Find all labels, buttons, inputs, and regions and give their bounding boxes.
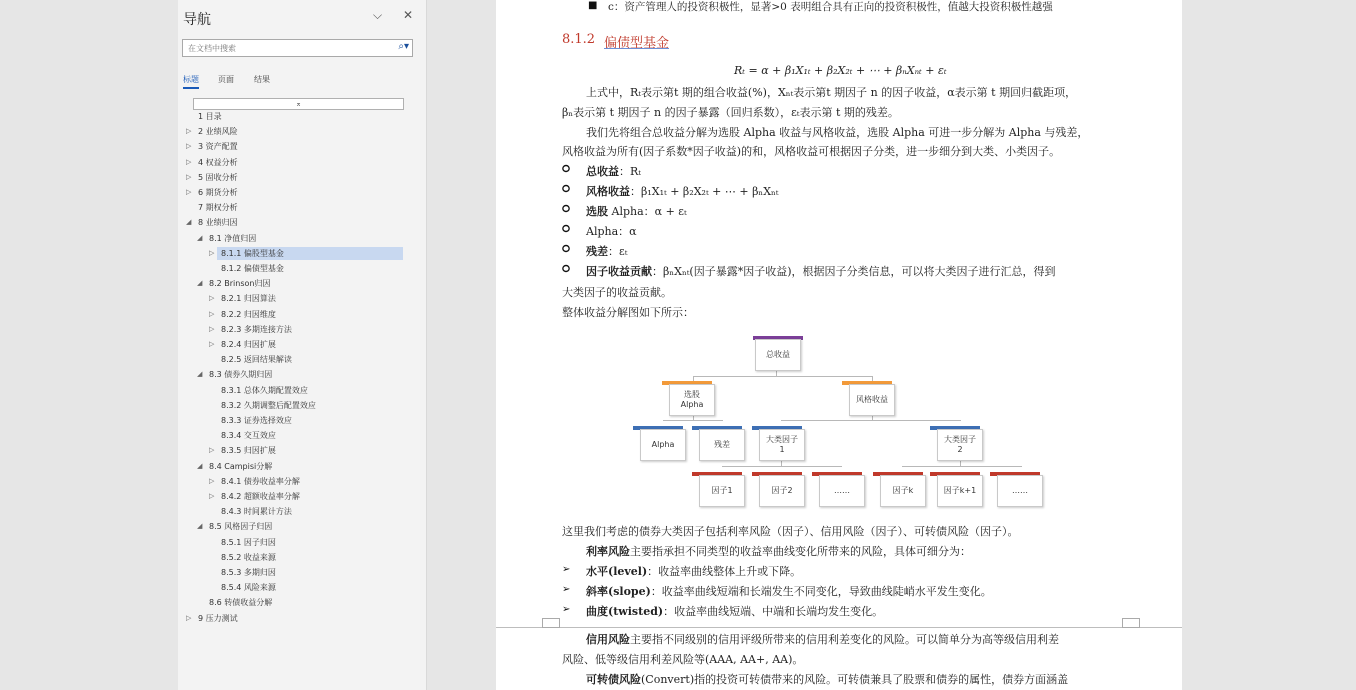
nav-item-label: 8.1 净值归因 — [209, 233, 257, 243]
para-6b: 风险、低等级信用利差风险等(AAA, AA+, AA)。 — [562, 653, 804, 666]
nav-item-label: 8.5.3 多期归因 — [221, 568, 276, 577]
expand-arrow-icon[interactable]: ▷ — [209, 324, 215, 333]
expand-arrow-icon[interactable]: ▷ — [186, 613, 192, 622]
nav-item[interactable] — [186, 171, 238, 184]
node-alpha-group: 选股 Alpha — [669, 384, 715, 416]
nav-item-label: 8.3.2 久期调整后配置效应 — [221, 400, 316, 410]
nav-item[interactable] — [186, 186, 238, 199]
nav-item[interactable] — [221, 399, 316, 412]
nav-item[interactable] — [209, 247, 403, 260]
nav-item[interactable] — [209, 338, 276, 351]
expand-arrow-icon[interactable]: ▷ — [209, 476, 215, 485]
nav-item[interactable] — [209, 444, 276, 457]
arrow-item-text: ：收益率曲线整体上升或下降。 — [647, 565, 802, 578]
node-alpha: Alpha — [640, 429, 686, 461]
page-break — [496, 627, 1182, 628]
bullet-item — [586, 163, 641, 179]
nav-item-label: 8.2.4 归因扩展 — [221, 340, 276, 349]
tab-results[interactable]: 结果 — [254, 75, 270, 84]
nav-item-label: 8.2.1 归因算法 — [221, 294, 276, 304]
arrow-item-label: 曲度(twisted) — [586, 605, 664, 618]
nav-item-label: 8.6 转债收益分解 — [209, 598, 273, 608]
nav-item[interactable] — [209, 292, 276, 305]
para-1b: βₙ表示第 t 期因子 n 的因子暴露（回归系数），εₜ表示第 t 期的残差。 — [562, 106, 899, 119]
document-page: ■ c：资产管理人的投资积极性，显著>0 表明组合具有正向的投资积极性，值越大投资积极性越强 8.1.2 偏债型基金 Rₜ = α + β₁X₁ₜ + β₂X₂ₜ + ⋯ + βₙXₙₜ + εₜ 上式中，Rₜ表示第t 期的组合收益(%)，Xₙₜ表示第t 期因子 n 的因子收益，α表示第 t 期回归截距项， βₙ表示第 t 期因子 n 的因子暴露（回归系数），εₜ表示第 t 期的残差。 我们先将组合总收益分解为选股 Alpha 收益与风格收益，选股 Alpha 可进一步分解为 Alpha 与残差， 风格收益为所有(因子系数*因子收益)的和，风格收益可根据因子分类，进一步细分到大类、小类因子。 ⭘ 总收益：Rₜ ⭘ 风格收益：β₁X₁ₜ + β₂X₂ₜ + ⋯ + βₙXₙₜ ⭘ 选股 Alpha：α + εₜ ⭘ Alpha：α ⭘ 残差：εₜ ⭘ 因子收益贡献：βₙXₙₜ(因子暴露*因子收益)，根据因子分类信息，可以将大类因子进行汇总，得到 大类因子的收益贡献。 整体收益分解图如下所示： 总收益 选股 Alpha 风格收益 Alpha 残差 大类因子 1 大类因子 2 因子1 因子2 …… 因子k 因子k+1 …… 这里我们考虑的债券大类因子包括利率风险（因子）、信用风险（因子）、可转债风险（因子）。 利率风险主要指承担不同类型的收益率曲线变化所带来的风险，具体可细分为： ➢ 水平(level)：收益率曲线整体上升或下降。 ➢ 斜率(slope)：收益率曲线短端和长端发生不同变化，导致曲线陡峭水平发生变化。 ➢ 曲度(twisted)：收益率曲线短端、中端和长端均发生变化。 信用风险主要指不同级别的信用评级所带来的信用利差变化的风险。可以简单分为高等级信用利差 风险、低等级信用利差风险等(AAA, AA+, AA)。 可转债风险(Convert)指的投资可转债带来的风险。可转债兼具了股票和债券的属性，债券方面涵盖 — [496, 0, 1182, 690]
node-big-factor-2: 大类因子 2 — [937, 429, 983, 461]
para-4: 这里我们考虑的债券大类因子包括利率风险（因子）、信用风险（因子）、可转债风险（因子）。 — [562, 525, 1019, 538]
node-factor-dots-1: …… — [819, 475, 865, 507]
collapse-arrow-icon[interactable]: ◢ — [197, 522, 203, 531]
tab-pages[interactable]: 页面 — [218, 75, 234, 84]
para-6a: 主要指不同级别的信用评级所带来的信用利差变化的风险。可以简单分为高等级信用利差 — [630, 633, 1059, 646]
nav-item-label: 2 业绩风险 — [198, 127, 238, 137]
bullet-text: ：εₜ — [608, 245, 628, 258]
circle-bullet-icon: ⭘ — [562, 204, 570, 215]
nav-item-label: 8.4 Campisi分解 — [209, 461, 273, 471]
bullet-item — [586, 263, 1056, 279]
expand-arrow-icon[interactable]: ▷ — [186, 188, 192, 196]
arrow-item — [586, 603, 883, 619]
nav-item-label: 8.3.4 交互效应 — [221, 431, 276, 441]
expand-arrow-icon[interactable]: ▷ — [186, 142, 192, 151]
nav-item[interactable] — [186, 216, 238, 229]
bullet-item — [586, 203, 687, 219]
formula: Rₜ = α + β₁X₁ₜ + β₂X₂ₜ + ⋯ + βₙXₙₜ + εₜ — [734, 64, 947, 77]
circle-bullet-icon: ⭘ — [562, 244, 570, 255]
node-factor-k1: 因子k+1 — [937, 475, 983, 507]
nav-item-label: 8.5.2 收益来源 — [221, 552, 276, 562]
nav-item[interactable] — [221, 536, 276, 549]
bullet-item — [586, 183, 779, 199]
nav-item[interactable] — [209, 596, 272, 609]
nav-item-label: 8.2 Brinson归因 — [209, 279, 271, 289]
node-factor-dots-2: …… — [997, 475, 1043, 507]
node-style-return: 风格收益 — [849, 384, 895, 416]
arrow-item-label: 水平(level) — [586, 565, 648, 578]
node-residual: 残差 — [699, 429, 745, 461]
bullet-label: 因子收益贡献 — [586, 265, 652, 278]
nav-item-label: 8.3.5 归因扩展 — [221, 446, 276, 456]
nav-item-label: 8.1.1 偏股型基金 — [221, 248, 284, 258]
para-3: 整体收益分解图如下所示： — [562, 306, 694, 319]
nav-item[interactable] — [198, 201, 238, 214]
para-2b: 风格收益为所有(因子系数*因子收益)的和，风格收益可根据因子分类，进一步细分到大类、小类因子。 — [562, 145, 1061, 158]
para-7: (Convert)指的投资可转债带来的风险。可转债兼具了股票和债券的属性，债券方面涵盖 — [641, 673, 1069, 686]
expand-arrow-icon[interactable]: ▷ — [209, 294, 215, 303]
nav-item-label: 8.2.5 返回结果解读 — [221, 355, 292, 365]
circle-bullet-icon: ⭘ — [562, 264, 570, 275]
circle-bullet-icon: ⭘ — [562, 184, 570, 195]
nav-item[interactable] — [221, 551, 276, 564]
bullet-text: Alpha：α + εₜ — [608, 205, 687, 218]
expand-arrow-icon[interactable]: ▷ — [186, 127, 192, 136]
nav-item[interactable] — [209, 323, 292, 336]
nav-item-label: 8.4.2 超额收益率分解 — [221, 492, 300, 501]
arrow-item-text: ：收益率曲线短端和长端发生不同变化，导致曲线陡峭水平发生变化。 — [650, 585, 992, 598]
nav-item-label: 8.2.2 归因维度 — [221, 309, 276, 319]
nav-item[interactable] — [197, 277, 271, 290]
collapse-arrow-icon[interactable]: ◢ — [197, 279, 203, 288]
nav-item[interactable] — [209, 490, 300, 503]
nav-item[interactable] — [198, 110, 222, 123]
nav-item-label: 7 期权分析 — [198, 203, 238, 213]
nav-item-label: 8.3.1 总体久期配置效应 — [221, 385, 308, 395]
nav-item-label: 8 业绩归因 — [198, 218, 238, 228]
bullet-text: ：β₁X₁ₜ + β₂X₂ₜ + ⋯ + βₙXₙₜ — [630, 185, 779, 198]
nav-item-label: 8.3 债券久期归因 — [209, 370, 273, 380]
nav-item[interactable] — [209, 308, 276, 321]
arrow-bullet-icon: ➢ — [562, 584, 571, 595]
arrow-item-label: 斜率(slope) — [586, 585, 651, 598]
collapse-arrow-icon[interactable]: ◢ — [197, 461, 203, 470]
expand-arrow-icon[interactable]: ▷ — [209, 446, 215, 455]
expand-arrow-icon[interactable]: ▷ — [186, 157, 192, 166]
node-factor-k: 因子k — [880, 475, 926, 507]
nav-item[interactable] — [221, 581, 276, 594]
nav-item[interactable] — [186, 140, 238, 153]
para-5: 主要指承担不同类型的收益率曲线变化所带来的风险，具体可细分为： — [630, 545, 971, 558]
node-factor-1: 因子1 — [699, 475, 745, 507]
nav-item[interactable] — [186, 612, 238, 625]
nav-item-label: 9 压力测试 — [198, 613, 238, 623]
nav-item-label: 8.4.1 债券收益率分解 — [221, 476, 300, 486]
para-5-bold: 利率风险 — [586, 545, 630, 558]
search-icon[interactable]: ⌕▾ — [398, 41, 409, 52]
nav-item-label: 6 期货分析 — [198, 188, 238, 197]
bullet-label: 风格收益 — [586, 185, 630, 198]
nav-title: 导航 — [183, 12, 211, 28]
arrow-bullet-icon: ➢ — [562, 604, 571, 615]
nav-item[interactable] — [197, 232, 257, 245]
heading-number: 8.1.2 — [562, 32, 596, 47]
para-6-bold: 信用风险 — [586, 633, 630, 646]
nav-item[interactable] — [209, 475, 300, 488]
search-input[interactable] — [182, 39, 413, 57]
nav-item[interactable] — [221, 429, 276, 442]
bullet-item — [586, 243, 627, 259]
bullet-label: 残差 — [586, 245, 608, 258]
nav-item[interactable] — [186, 125, 238, 138]
nav-item[interactable] — [221, 414, 292, 427]
bullet-continuation: 大类因子的收益贡献。 — [562, 286, 672, 299]
nav-item-label: 8.5.4 风险来源 — [221, 583, 276, 593]
collapse-arrow-icon[interactable]: ◢ — [197, 233, 203, 242]
node-factor-2: 因子2 — [759, 475, 805, 507]
top-line: c：资产管理人的投资积极性，显著>0 表明组合具有正向的投资积极性，值越大投资积极性越强 — [608, 1, 1053, 13]
nav-item[interactable] — [197, 368, 273, 381]
circle-bullet-icon: ⭘ — [562, 164, 570, 175]
bullet-text: ：Rₜ — [619, 165, 641, 178]
expand-arrow-icon[interactable]: ▷ — [186, 172, 192, 181]
circle-bullet-icon: ⭘ — [562, 224, 570, 235]
chevron-down-icon[interactable]: ⌵ — [373, 8, 383, 22]
bullet-item — [586, 223, 637, 239]
para-1a: 上式中，Rₜ表示第t 期的组合收益(%)，Xₙₜ表示第t 期因子 n 的因子收益，α表示第 t 期回归截距项， — [586, 86, 1077, 99]
nav-item-label: 8.5.1 因子归因 — [221, 537, 276, 547]
para-7-bold: 可转债风险 — [586, 673, 641, 686]
nav-item-label: 4 权益分析 — [198, 157, 238, 167]
navigation-pane — [178, 0, 427, 690]
nav-item-label: 5 固收分析 — [198, 172, 238, 182]
expand-arrow-icon[interactable]: ▷ — [209, 309, 215, 318]
expand-arrow-icon[interactable]: ▷ — [209, 248, 215, 257]
heading-title: 偏债型基金 — [604, 36, 670, 51]
search-placeholder: 在文档中搜索 — [188, 44, 236, 53]
nav-item[interactable] — [186, 156, 238, 169]
expand-arrow-icon[interactable]: ▷ — [209, 492, 215, 500]
nav-item-label: 8.2.3 多期连接方法 — [221, 324, 292, 334]
nav-item[interactable] — [221, 566, 276, 579]
arrow-bullet-icon: ➢ — [562, 564, 571, 575]
nav-item-label: 8.5 风格因子归因 — [209, 522, 273, 532]
bullet-text: Alpha：α — [586, 225, 637, 238]
nav-item[interactable] — [221, 353, 292, 366]
close-icon[interactable]: ✕ — [403, 8, 414, 22]
arrow-item — [586, 583, 992, 599]
para-2a: 我们先将组合总收益分解为选股 Alpha 收益与风格收益，选股 Alpha 可进一步分解为 Alpha 与残差， — [586, 126, 1089, 139]
arrow-item-text: ：收益率曲线短端、中端和长端均发生变化。 — [663, 605, 884, 618]
nav-item-label: 8.4.3 时间累计方法 — [221, 507, 292, 517]
nav-item[interactable] — [197, 520, 273, 533]
bullet-text: ：βₙXₙₜ(因子暴露*因子收益)，根据因子分类信息，可以将大类因子进行汇总，得到 — [652, 265, 1056, 278]
arrow-item — [586, 563, 801, 579]
expand-arrow-icon[interactable]: ▷ — [209, 340, 215, 348]
collapse-all-button[interactable]: ⌅ — [193, 98, 404, 110]
nav-item[interactable] — [221, 262, 284, 275]
nav-item-label: 8.3.3 证券选择效应 — [221, 416, 292, 425]
node-total-return: 总收益 — [755, 339, 801, 371]
nav-item[interactable] — [197, 460, 273, 473]
collapse-arrow-icon[interactable]: ◢ — [186, 218, 192, 227]
nav-item-label: 1 目录 — [198, 112, 222, 121]
tab-headings[interactable]: 标题 — [183, 74, 199, 89]
nav-item-label: 3 资产配置 — [198, 142, 238, 152]
collapse-arrow-icon[interactable]: ◢ — [197, 370, 203, 379]
nav-item[interactable] — [221, 384, 308, 397]
node-big-factor-1: 大类因子 1 — [759, 429, 805, 461]
bullet-label: 总收益 — [586, 165, 619, 178]
nav-item[interactable] — [221, 505, 292, 518]
nav-item-label: 8.1.2 偏债型基金 — [221, 264, 284, 273]
bullet-label: 选股 — [586, 205, 608, 218]
